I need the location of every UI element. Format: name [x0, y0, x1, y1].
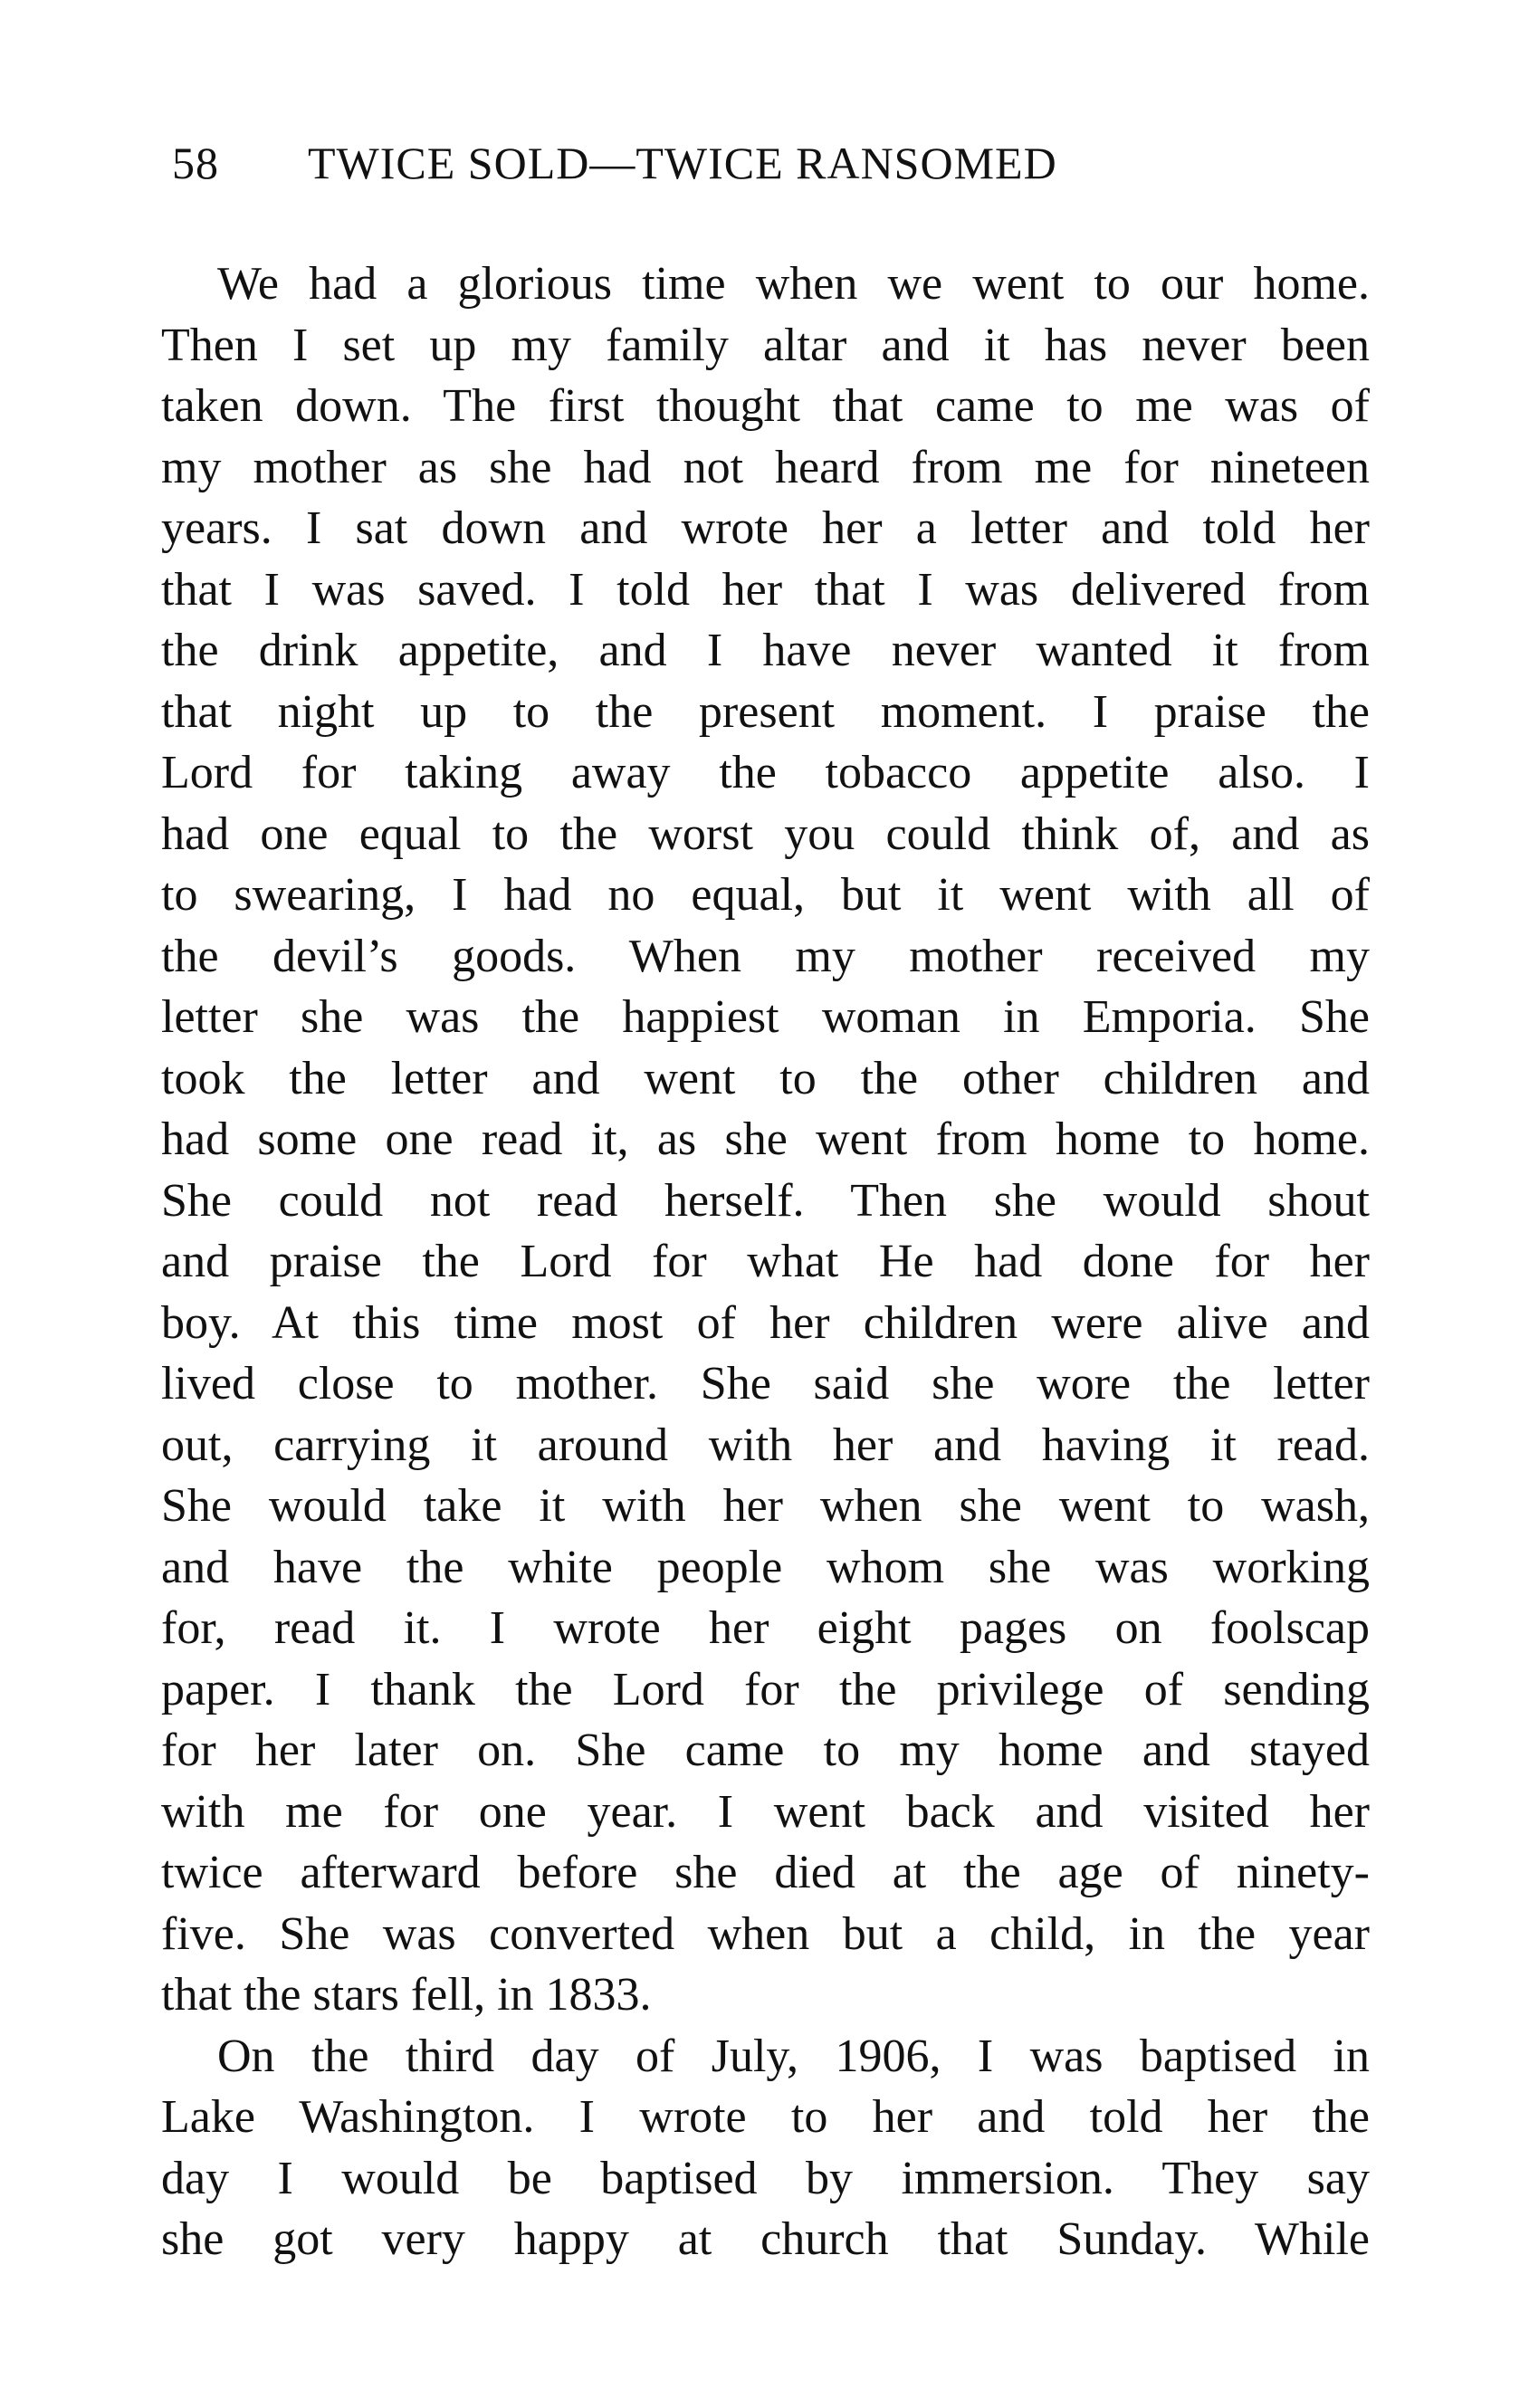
text-line: to swearing, I had no equal, but it went with all of — [161, 869, 1370, 921]
body-text — [161, 253, 1370, 2270]
text-line: had some one read it, as she went from home to home. — [161, 1113, 1370, 1165]
text-line: On the third day of July, 1906, I was baptised in — [217, 2030, 1370, 2082]
text-line: and praise the Lord for what He had done for her — [161, 1236, 1370, 1287]
text-line: Lake Washington. I wrote to her and told her the — [161, 2091, 1370, 2143]
text-line: she got very happy at church that Sunday. While — [161, 2213, 1370, 2265]
text-line: taken down. The first thought that came to me was of — [161, 380, 1370, 432]
text-line: letter she was the happiest woman in Emporia. She — [161, 991, 1370, 1043]
paragraph-2 — [161, 2026, 1370, 2270]
text-line: years. I sat down and wrote her a letter and told her — [161, 502, 1370, 554]
text-line: my mother as she had not heard from me for nineteen — [161, 441, 1370, 493]
text-line: Then I set up my family altar and it has never been — [161, 319, 1370, 371]
text-line: that night up to the present moment. I praise the — [161, 685, 1370, 738]
text-line: the drink appetite, and I have never wanted it from — [161, 625, 1370, 676]
text-line: paper. I thank the Lord for the privilege of sending — [161, 1663, 1370, 1715]
text-line: Lord for taking away the tobacco appetite also. I — [161, 747, 1370, 798]
page-number: 58 — [172, 138, 219, 188]
text-line: boy. At this time most of her children were alive and — [161, 1296, 1370, 1349]
text-line: the devil’s goods. When my mother received my — [161, 930, 1370, 982]
text-line: She could not read herself. Then she would shout — [161, 1174, 1370, 1227]
text-line: day I would be baptised by immersion. They say — [161, 2152, 1370, 2204]
paragraph-1 — [161, 253, 1370, 2026]
text-line: that I was saved. I told her that I was delivered from — [161, 563, 1370, 616]
text-line: for, read it. I wrote her eight pages on foolscap — [161, 1602, 1370, 1654]
running-head — [172, 127, 1258, 199]
text-line: She would take it with her when she went to wash, — [161, 1480, 1370, 1532]
text-line: five. She was converted when but a child, in the year — [161, 1907, 1370, 1960]
text-line: for her later on. She came to my home and stayed — [161, 1725, 1370, 1776]
text-line: lived close to mother. She said she wore the letter — [161, 1358, 1370, 1409]
text-line: twice afterward before she died at the age of ninety- — [161, 1847, 1370, 1898]
text-line: took the letter and went to the other children and — [161, 1052, 1370, 1104]
text-line: had one equal to the worst you could think of, and as — [161, 807, 1370, 860]
text-line: with me for one year. I went back and visited her — [161, 1785, 1370, 1838]
text-line: out, carrying it around with her and having it read. — [161, 1419, 1370, 1471]
text-line: and have the white people whom she was working — [161, 1541, 1370, 1593]
text-line: We had a glorious time when we went to our home. — [217, 258, 1370, 310]
text-line: that the stars fell, in 1833. — [161, 1969, 652, 2021]
running-title: TWICE SOLD—TWICE RANSOMED — [308, 138, 1057, 188]
